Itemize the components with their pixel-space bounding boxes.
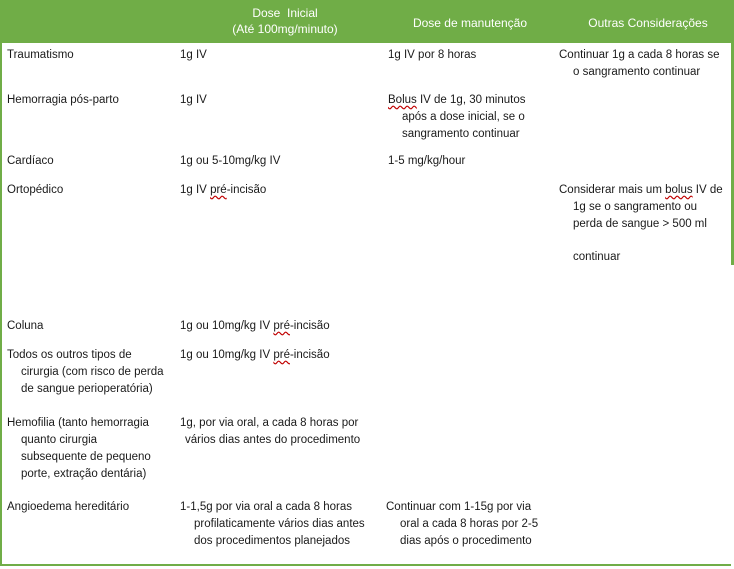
row-ortopedico-inicial-1: 1g IV bbox=[180, 184, 211, 196]
spell-pre-3: pré bbox=[273, 349, 290, 361]
row-hemofilia-label-3: subsequente de pequeno bbox=[21, 451, 151, 463]
spell-pre: pré bbox=[210, 184, 227, 196]
row-outros-inicial bbox=[180, 347, 330, 364]
row-angioedema-manutencao bbox=[386, 499, 556, 550]
row-coluna-inicial-3: -incisão bbox=[289, 320, 330, 332]
row-ortopedico-outras bbox=[559, 182, 731, 266]
row-hemofilia-inicial bbox=[180, 415, 385, 449]
spell-bolus-2: bolus bbox=[665, 184, 693, 196]
row-angioedema-inicial-2: profilaticamente vários dias antes bbox=[194, 518, 365, 530]
row-angioedema-manutencao-1: Continuar com 1-15g por via bbox=[386, 501, 532, 513]
row-coluna-label: Coluna bbox=[7, 320, 44, 332]
row-outros-label-3: de sangue perioperatória) bbox=[21, 383, 153, 395]
row-traumatismo-outras bbox=[559, 47, 729, 81]
row-coluna-inicial bbox=[180, 318, 330, 335]
row-ortopedico-outras-3: IV de bbox=[692, 184, 723, 196]
row-hemofilia-inicial-2: vários dias antes do procedimento bbox=[185, 434, 361, 446]
row-angioedema-label: Angioedema hereditário bbox=[7, 501, 130, 513]
row-outros-label-1: Todos os outros tipos de bbox=[7, 349, 132, 361]
row-angioedema-manutencao-2: oral a cada 8 horas por 2-5 bbox=[400, 518, 539, 530]
header-outras: Outras Considerações bbox=[588, 16, 708, 30]
row-outros-inicial-1: 1g ou 10mg/kg IV bbox=[180, 349, 274, 361]
row-cardiaco-manutencao: 1-5 mg/kg/hour bbox=[388, 155, 466, 167]
row-hemorragia-manutencao-1: IV de 1g, 30 minutos bbox=[416, 94, 526, 106]
row-hemorragia-manutencao-2: após a dose inicial, se o bbox=[402, 111, 525, 123]
row-angioedema-inicial bbox=[180, 499, 385, 550]
spell-bolus: Bolus bbox=[388, 94, 417, 106]
row-hemorragia-inicial: 1g IV bbox=[180, 94, 207, 106]
spell-pre-2: pré bbox=[273, 320, 290, 332]
row-traumatismo-outras-1: Continuar 1g a cada 8 horas se bbox=[559, 49, 720, 61]
header-dose-inicial-line1: Dose Inicial bbox=[252, 6, 318, 20]
row-ortopedico-outras-4: 1g se o sangramento ou bbox=[573, 201, 698, 213]
header-dose-inicial-line2: (Até 100mg/minuto) bbox=[232, 22, 338, 36]
table-header bbox=[0, 0, 734, 43]
row-outros-label bbox=[7, 347, 172, 398]
row-hemofilia-label-2: quanto cirurgia bbox=[21, 434, 98, 446]
row-angioedema-inicial-1: 1-1,5g por via oral a cada 8 horas bbox=[180, 501, 352, 513]
row-cardiaco-label: Cardíaco bbox=[7, 155, 54, 167]
row-hemofilia-label-1: Hemofilia (tanto hemorragia bbox=[7, 417, 149, 429]
row-traumatismo-outras-2: o sangramento continuar bbox=[573, 66, 701, 78]
row-hemofilia-label bbox=[7, 415, 172, 483]
row-traumatismo-label: Traumatismo bbox=[7, 49, 74, 61]
row-ortopedico-label: Ortopédico bbox=[7, 184, 64, 196]
row-ortopedico-inicial-3: -incisão bbox=[226, 184, 267, 196]
row-hemorragia-label: Hemorragia pós-parto bbox=[7, 94, 119, 106]
row-cardiaco-inicial: 1g ou 5-10mg/kg IV bbox=[180, 155, 281, 167]
row-angioedema-manutencao-3: dias após o procedimento bbox=[400, 535, 532, 547]
row-coluna-inicial-1: 1g ou 10mg/kg IV bbox=[180, 320, 274, 332]
row-outros-inicial-3: -incisão bbox=[289, 349, 330, 361]
header-manutencao: Dose de manutenção bbox=[412, 16, 528, 30]
row-traumatismo-inicial: 1g IV bbox=[180, 49, 207, 61]
row-hemorragia-manutencao-3: sangramento continuar bbox=[402, 128, 520, 140]
row-ortopedico-outras-5: perda de sangue > 500 ml bbox=[573, 218, 707, 230]
header-dose-inicial bbox=[215, 5, 355, 37]
row-angioedema-inicial-3: dos procedimentos planejados bbox=[194, 535, 350, 547]
row-hemofilia-inicial-1: 1g, por via oral, a cada 8 horas por bbox=[180, 417, 359, 429]
row-ortopedico-outras-1: Considerar mais um bbox=[559, 184, 666, 196]
row-outros-label-2: cirurgia (com risco de perda bbox=[21, 366, 164, 378]
row-traumatismo-manutencao: 1g IV por 8 horas bbox=[388, 49, 477, 61]
row-ortopedico-outras-6: continuar bbox=[573, 251, 621, 263]
row-hemofilia-label-4: porte, extração dentária) bbox=[21, 468, 147, 480]
row-ortopedico-inicial bbox=[180, 182, 266, 199]
row-hemorragia-manutencao bbox=[388, 92, 558, 143]
